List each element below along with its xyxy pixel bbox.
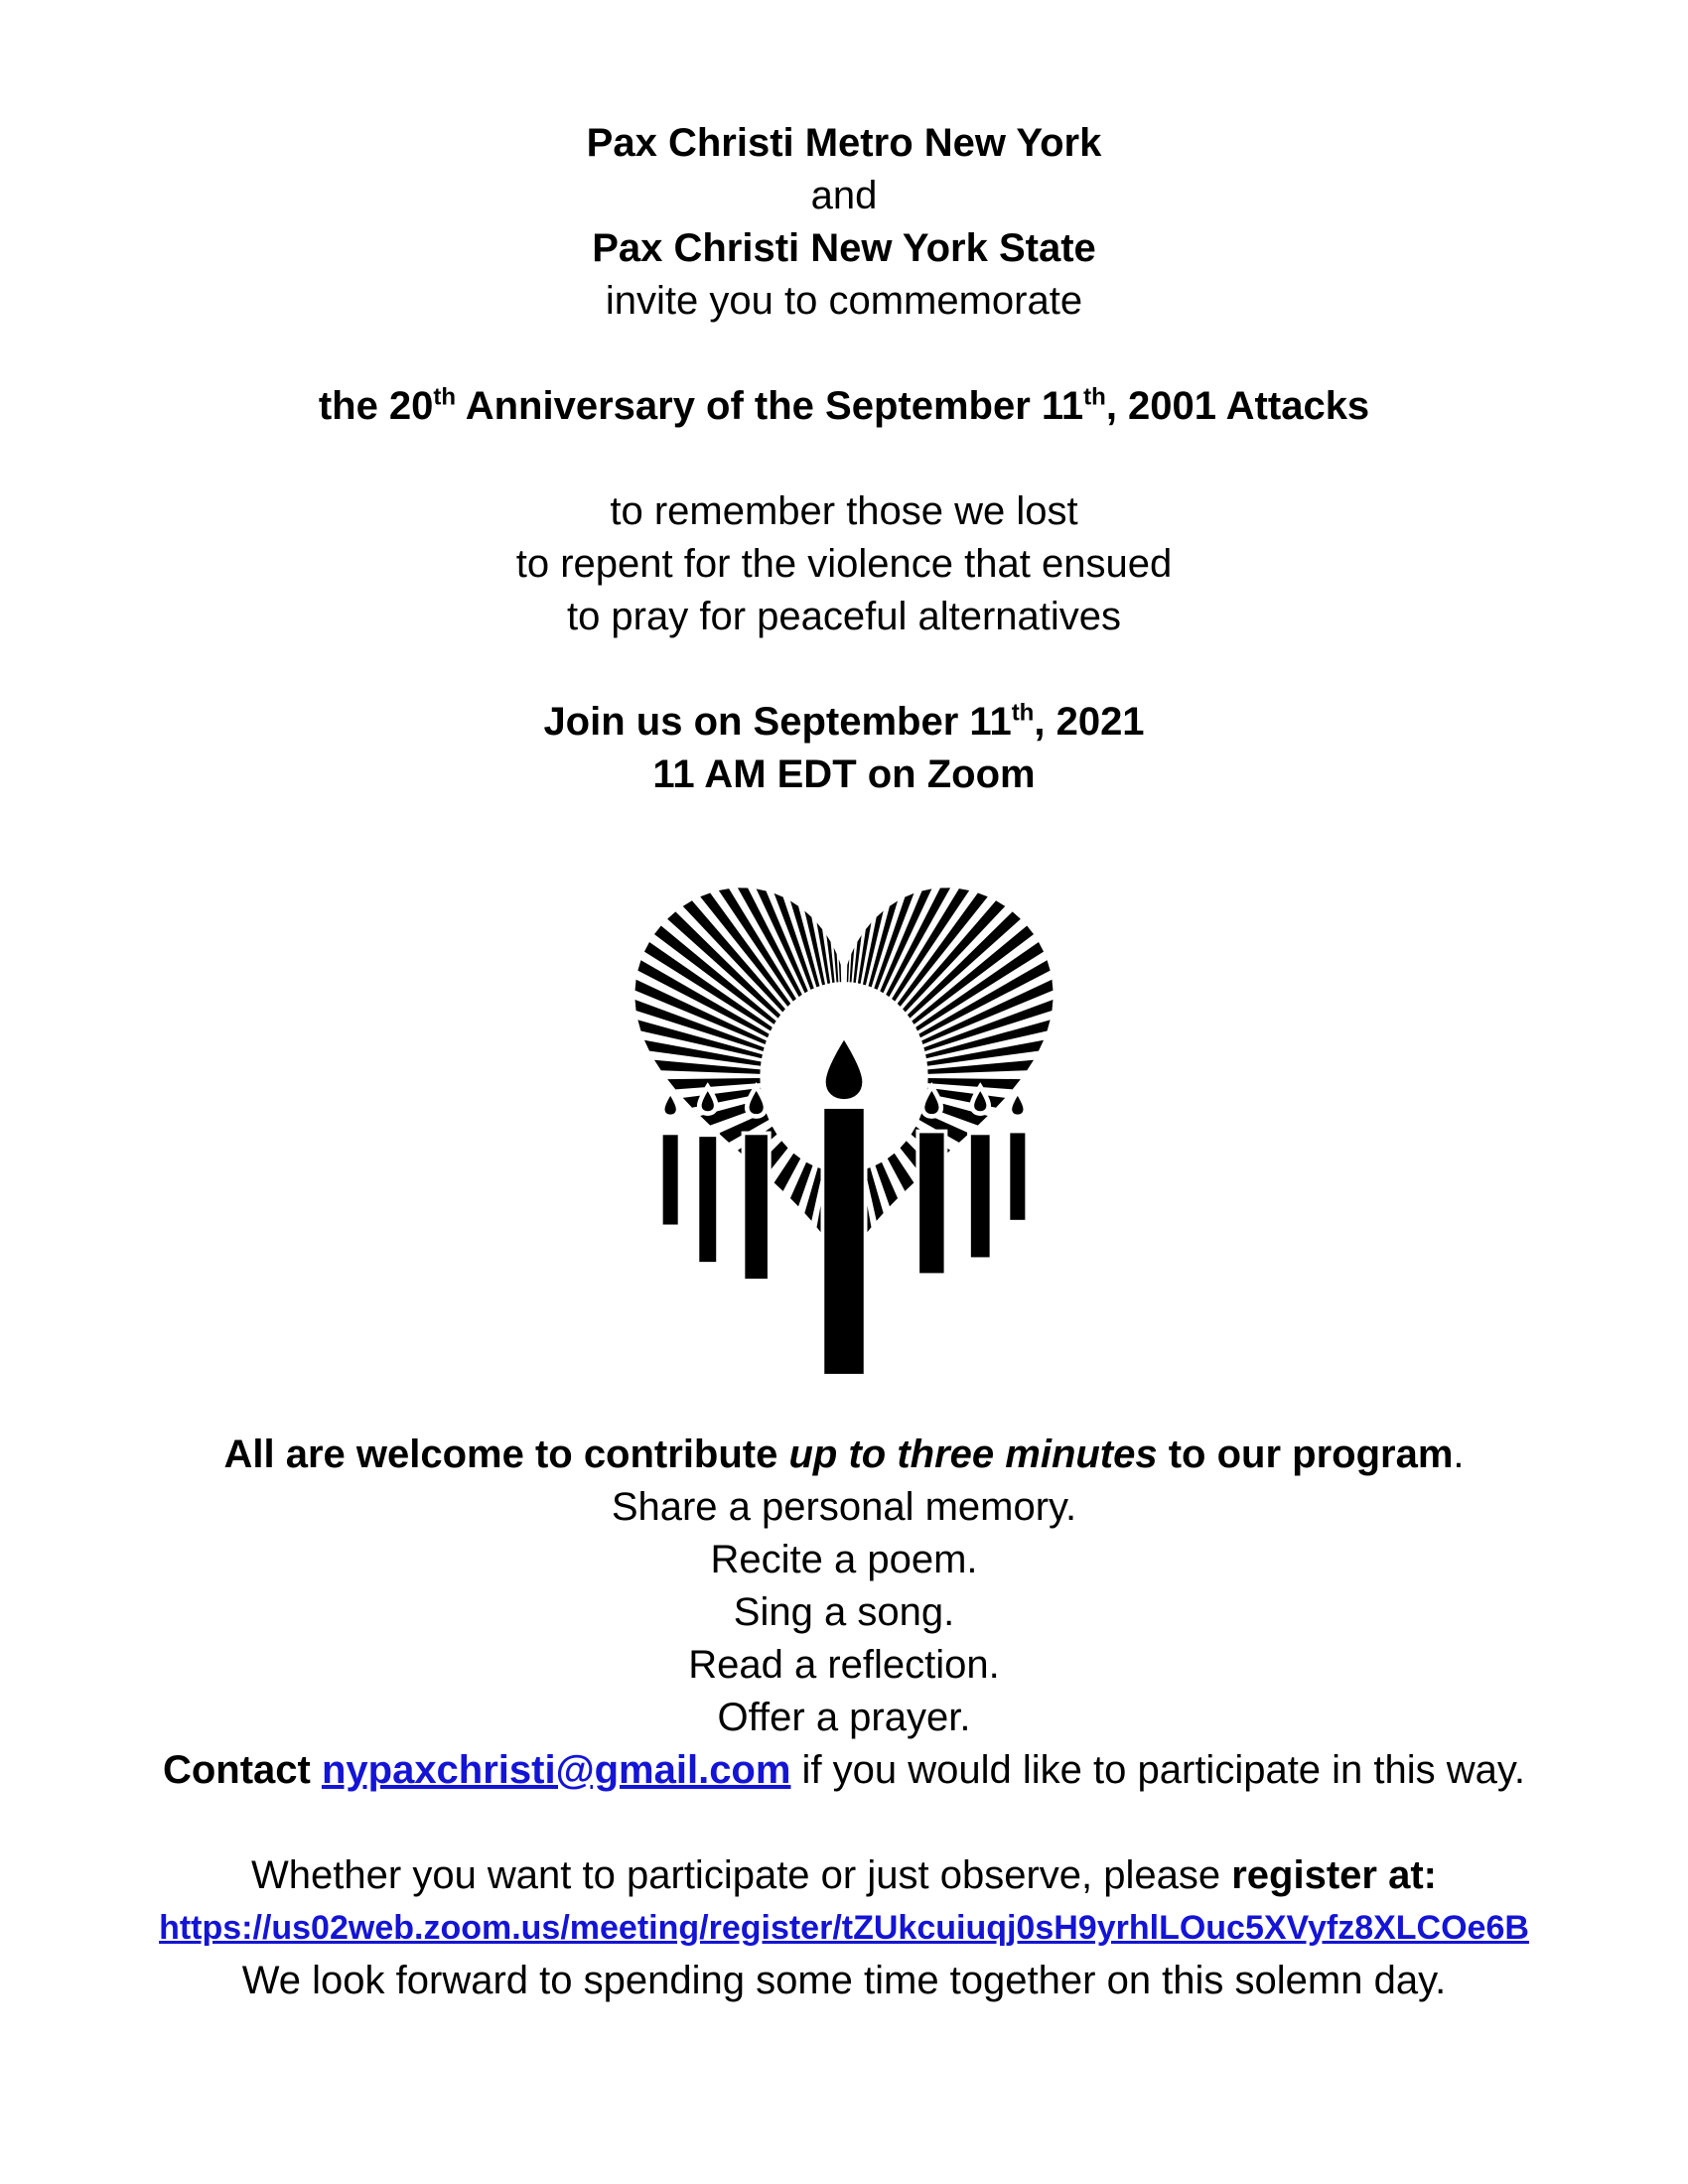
closing-line: We look forward to spending some time together on this solemn day. bbox=[241, 1959, 1447, 2002]
register-prompt-text: Whether you want to participate or just observe, please bbox=[251, 1853, 1232, 1897]
purpose-line-pray: to pray for peaceful alternatives bbox=[566, 595, 1122, 638]
contact-line bbox=[0, 1744, 1688, 1797]
program-item-prayer: Offer a prayer. bbox=[717, 1696, 971, 1739]
anniversary-heading bbox=[0, 380, 1688, 433]
spacer bbox=[0, 1797, 1688, 1849]
spacer bbox=[0, 328, 1688, 380]
purpose-line-repent: to repent for the violence that ensued bbox=[515, 542, 1173, 586]
heart-candles-image bbox=[611, 853, 1077, 1395]
program-intro-period: . bbox=[1453, 1433, 1465, 1476]
purpose-line-remember: to remember those we lost bbox=[610, 489, 1078, 533]
program-intro-italic: up to three minutes bbox=[788, 1433, 1158, 1476]
contact-email-link[interactable]: nypaxchristi@gmail.com bbox=[321, 1748, 791, 1792]
anniversary-text-1: the 20 bbox=[318, 384, 434, 428]
event-date-line bbox=[0, 696, 1688, 749]
org-name-metro: Pax Christi Metro New York bbox=[586, 121, 1102, 165]
superscript-th: th bbox=[1083, 383, 1106, 411]
register-prompt-line bbox=[0, 1849, 1688, 1902]
contact-rest-text: if you would like to participate in this way. bbox=[790, 1748, 1526, 1792]
program-item-song: Sing a song. bbox=[733, 1590, 955, 1634]
superscript-th: th bbox=[1011, 699, 1035, 727]
memorial-illustration bbox=[611, 853, 1077, 1395]
registration-url-line bbox=[0, 1902, 1688, 1955]
program-item-reflection: Read a reflection. bbox=[688, 1643, 1000, 1687]
invite-text: invite you to commemorate bbox=[605, 279, 1083, 323]
anniversary-text-2: Anniversary of the September 11 bbox=[456, 384, 1084, 428]
program-intro-2: to our program bbox=[1157, 1433, 1454, 1476]
spacer bbox=[0, 433, 1688, 485]
program-intro-line bbox=[0, 1429, 1688, 1481]
program-item-memory: Share a personal memory. bbox=[611, 1485, 1077, 1529]
spacer bbox=[0, 643, 1688, 696]
program-item-poem: Recite a poem. bbox=[710, 1538, 978, 1581]
org-name-state: Pax Christi New York State bbox=[592, 226, 1096, 270]
anniversary-text-3: , 2001 Attacks bbox=[1105, 384, 1370, 428]
event-time-line: 11 AM EDT on Zoom bbox=[652, 752, 1036, 796]
event-date-text: Join us on September 11 bbox=[543, 700, 1012, 744]
event-year-text: , 2021 bbox=[1034, 700, 1145, 744]
contact-label: Contact bbox=[162, 1748, 322, 1792]
conjunction-and: and bbox=[810, 174, 878, 217]
superscript-th: th bbox=[433, 383, 457, 411]
zoom-registration-link[interactable]: https://us02web.zoom.us/meeting/register/tZUkcuiuqj0sH9yrhlLOuc5XVyfz8XLCOe6B bbox=[159, 1909, 1529, 1947]
register-at-label: register at: bbox=[1231, 1853, 1437, 1897]
program-intro-1: All are welcome to contribute bbox=[223, 1433, 789, 1476]
